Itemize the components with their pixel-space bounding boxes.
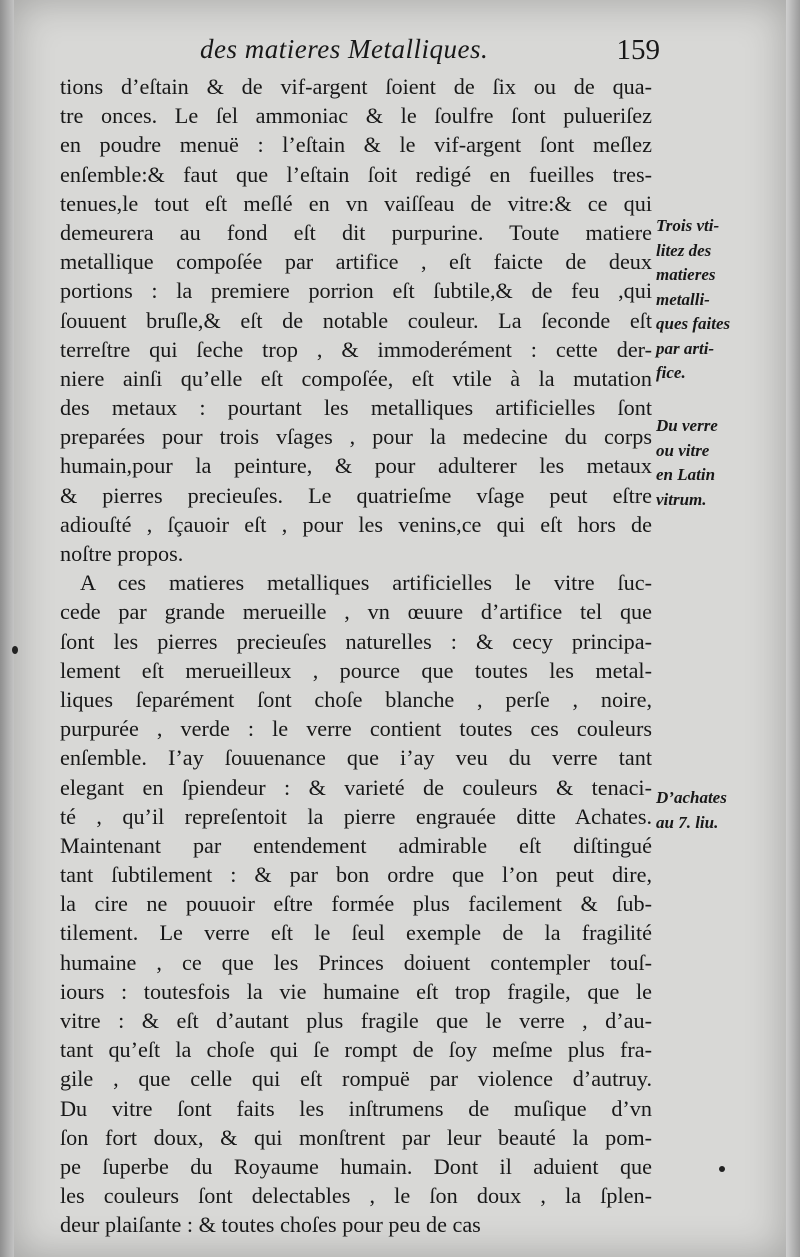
- text-line: tilement. Le verre eſt le ſeul exemple de la fragilité: [60, 920, 652, 946]
- marginal-note-line: matieres: [656, 265, 716, 284]
- text-line: Maintenant par entendement admirable eſt diſtingué: [60, 832, 652, 858]
- text-line: tre onces. Le ſel ammoniac & le ſoulfre ſont pulueriſez: [60, 103, 652, 129]
- text-line: demeurera au fond eſt dit purpurine. Toute matiere: [60, 219, 652, 245]
- text-line: lement eſt merueilleux , pource que toutes les metal-: [60, 657, 652, 683]
- text-line: enſemble:& faut que l’eſtain ſoit redigé en fueilles tres-: [60, 161, 652, 187]
- text-line: ſont les pierres precieuſes naturelles : & cecy principa-: [60, 628, 652, 654]
- page-number: 159: [616, 34, 660, 66]
- running-head: des matieres Metalliques.: [200, 34, 489, 64]
- marginal-note-line: au 7. liu.: [656, 812, 719, 832]
- marginal-note-verre: [656, 414, 766, 512]
- text-line: purpurée , verde : le verre contient toutes ces couleurs: [60, 716, 652, 742]
- text-line: tions d’eſtain & de vif-argent ſoient de ſix ou de qua-: [60, 74, 652, 99]
- marginal-note-line: Du verre: [656, 416, 718, 435]
- marginal-note-line: vitrum.: [656, 489, 707, 509]
- text-line: té , qu’il repreſentoit la pierre engrauée ditte Achates.: [60, 803, 652, 829]
- text-line: portions : la premiere porrion eſt ſubtile,& de feu ,qui: [60, 278, 652, 304]
- ink-speck: [12, 646, 18, 654]
- marginal-note-line: metalli-: [656, 289, 710, 309]
- text-line: metallique compoſée par artifice , eſt faicte de deux: [60, 249, 652, 275]
- text-line: noſtre propos.: [60, 541, 184, 566]
- text-line: la cire ne pouuoir eſtre formée plus facilement & ſub-: [60, 891, 652, 917]
- marginal-note-line: par arti-: [656, 338, 715, 358]
- body-text: [60, 72, 652, 1240]
- text-line: Du vitre ſont faits les inſtrumens de muſique d’vn: [60, 1095, 652, 1121]
- ink-speck: [719, 1166, 725, 1172]
- text-line: cede par grande merueille , vn œuure d’artifice tel que: [60, 599, 652, 625]
- text-line: A ces matieres metalliques artificielles le vitre ſuc-: [80, 570, 652, 596]
- page-header: [200, 34, 660, 74]
- text-line: niere ainſi qu’elle eſt compoſée, eſt vtile à la mutation: [60, 365, 652, 391]
- marginal-note-line: Trois vti-: [656, 216, 720, 235]
- text-line: tant qu’eſt la choſe qui ſe rompt de ſoy meſme plus fra-: [60, 1037, 652, 1063]
- text-line: pe ſuperbe du Royaume humain. Dont il aduient que: [60, 1153, 652, 1179]
- text-line: les couleurs ſont delectables , le ſon doux , la ſplen-: [60, 1183, 652, 1209]
- text-line: elegant en ſpiendeur : & varieté de couleurs & tenaci-: [60, 774, 652, 800]
- marginal-note-line: en Latin: [656, 465, 716, 484]
- marginal-note-line: D’achates: [656, 788, 727, 807]
- text-line: ſon fort doux, & qui monſtrent par leur beauté la pom-: [60, 1124, 652, 1150]
- text-line: & pierres precieuſes. Le quatrieſme vſage peut eſtre: [60, 482, 652, 508]
- text-line: iours : toutesfois la vie humaine eſt trop fragile, que le: [60, 978, 652, 1004]
- marginal-note-line: litez des: [656, 240, 712, 260]
- text-line: humaine , ce que les Princes doiuent contempler touſ-: [60, 949, 652, 975]
- page-gutter-right: [786, 0, 800, 1257]
- text-line: preparées pour trois vſages , pour la medecine du corps: [60, 424, 652, 450]
- text-line: deur plaiſante : & toutes choſes pour peu de cas: [60, 1212, 481, 1238]
- text-line: liques ſeparément ſont choſe blanche , perſe , noire,: [60, 686, 652, 712]
- marginal-note-line: fice.: [656, 363, 686, 382]
- text-line: en poudre menuë : l’eſtain & le vif-argent ſont meſlez: [60, 132, 652, 158]
- text-line: tant ſubtilement : & par bon ordre que l’on peut dire,: [60, 862, 652, 888]
- text-line: tenues,le tout eſt meſlé en vn vaiſſeau de vitre:& ce qui: [60, 190, 652, 216]
- text-line: enſemble. I’ay ſouuenance que i’ay veu du verre tant: [60, 745, 652, 771]
- marginal-note-utilities: [656, 214, 766, 386]
- text-line: ſouuent bruſle,& eſt de notable couleur. La ſeconde eſt: [60, 307, 652, 333]
- marginal-note-line: ques faites: [656, 314, 731, 333]
- page-gutter-left: [0, 0, 14, 1257]
- text-line: gile , que celle qui eſt rompuë par violence d’autruy.: [60, 1066, 652, 1092]
- marginal-note-line: ou vitre: [656, 440, 710, 460]
- text-line: des metaux : pourtant les metalliques artificielles ſont: [60, 395, 652, 421]
- text-line: terreſtre qui ſeche trop , & immoderément : cette der-: [60, 336, 652, 362]
- text-line: vitre : & eſt d’autant plus fragile que le verre , d’au-: [60, 1008, 652, 1033]
- text-line: adiouſté , ſçauoir eſt , pour les venins,ce qui eſt hors de: [60, 511, 652, 537]
- text-line: humain,pour la peinture, & pour adulterer les metaux: [60, 453, 652, 479]
- marginal-note-achates: [656, 786, 766, 835]
